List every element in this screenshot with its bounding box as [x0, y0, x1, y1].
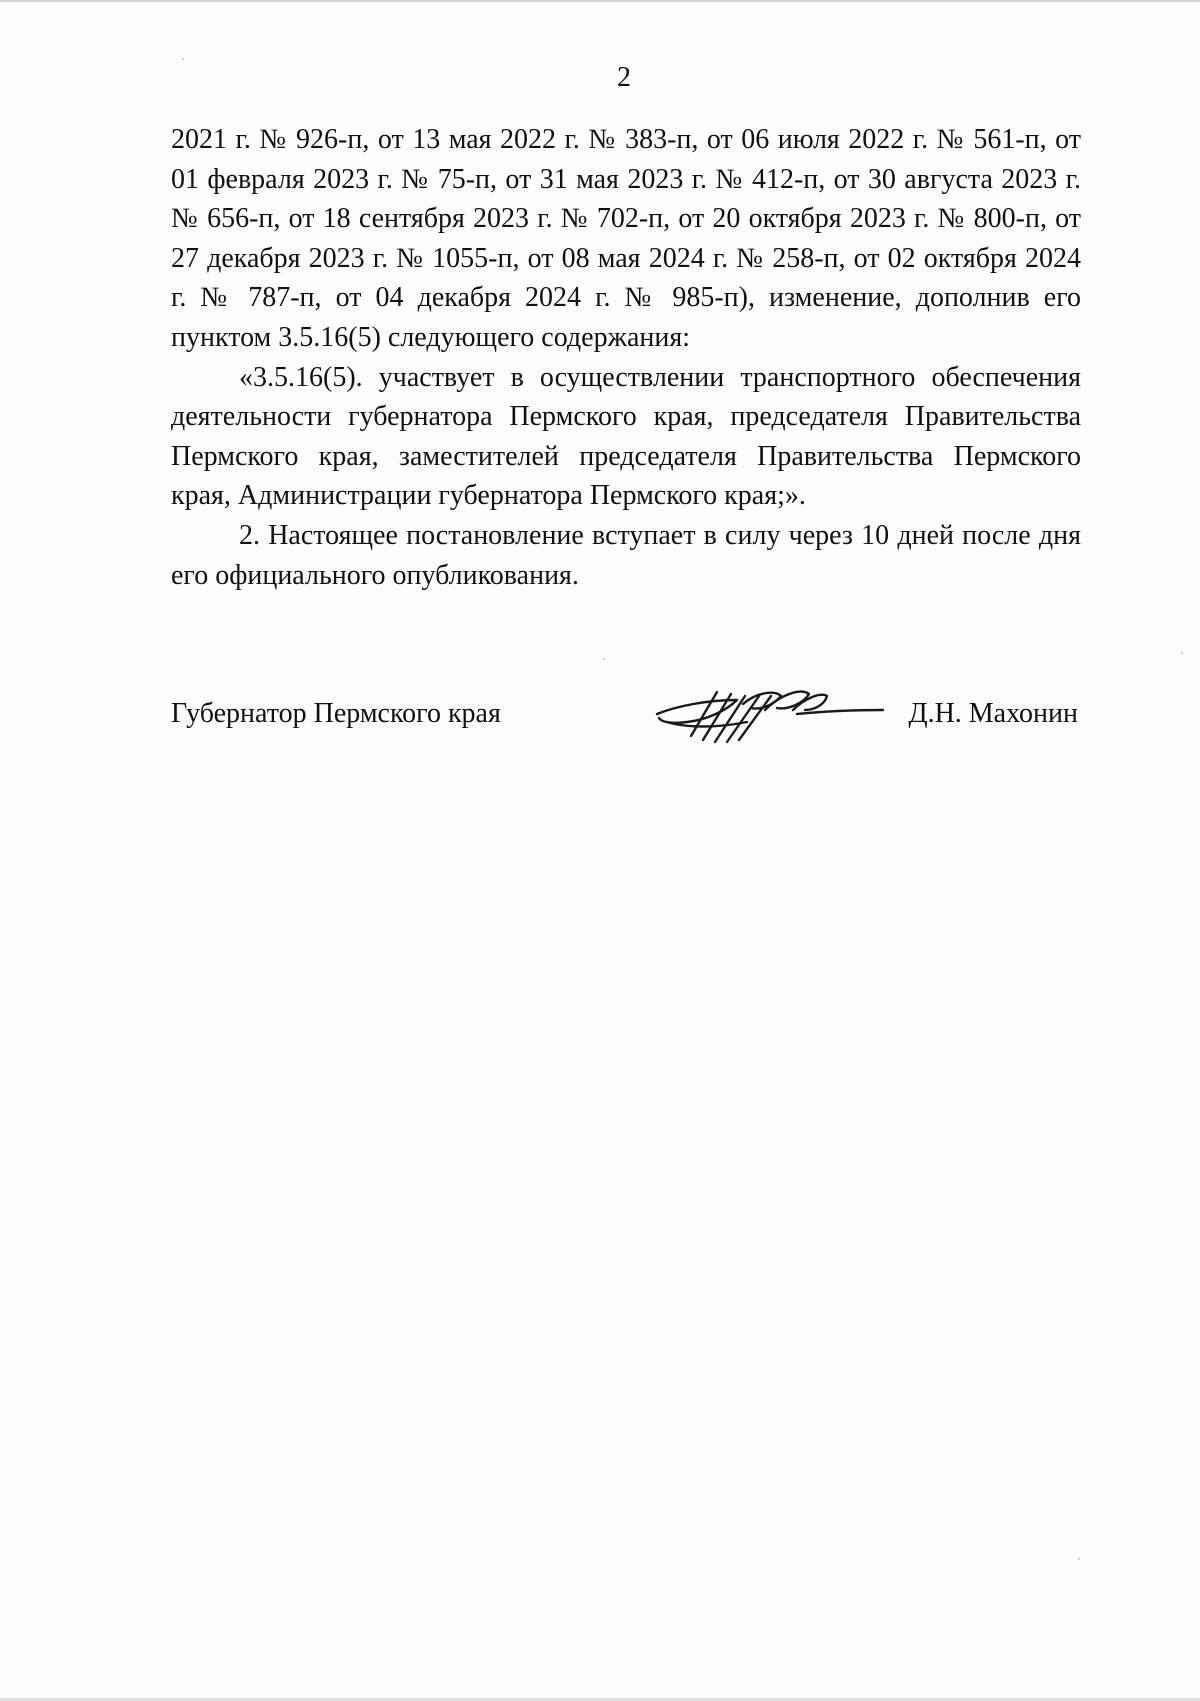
signer-name: Д.Н. Махонин	[908, 698, 1078, 729]
scan-speck	[1078, 1558, 1080, 1560]
scan-top-edge	[0, 0, 1200, 2]
signature-block	[171, 684, 1081, 744]
handwritten-signature	[647, 670, 887, 760]
document-body	[171, 120, 1081, 595]
page-number: 2	[617, 62, 631, 93]
signer-title: Губернатор Пермского края	[171, 698, 501, 729]
paragraph-quoted-clause: «3.5.16(5). участвует в осуществлении транспортного обеспечения деятельности губернатора Пермского края, председателя Правительства Пермского края, заместителей председателя Правительства Пермского края, Администрации губернатора Пермского края;».	[171, 361, 1081, 512]
scan-speck	[603, 658, 605, 660]
paragraph-effective-date: 2. Настоящее постановление вступает в силу через 10 дней после дня его официального опубликования.	[171, 519, 1081, 591]
scan-speck	[1181, 652, 1183, 654]
paragraph-continuation: 2021 г. № 926-п, от 13 мая 2022 г. № 383-п, от 06 июля 2022 г. № 561-п, от 01 февраля 2023 г. № 75-п, от 31 мая 2023 г. № 412-п, от 30 августа 2023 г. № 656-п, от 18 сентября 2023 г. № 702-п, от 20 октября 2023 г. № 800-п, от 27 декабря 2023 г. № 1055-п, от 08 мая 2024 г. № 258-п, от 02 октября 2024 г. № 787-п, от 04 декабря 2024 г. № 985-п), изменение, дополнив его пунктом 3.5.16(5) следующего содержания:	[171, 124, 1081, 353]
scan-speck	[182, 58, 184, 60]
